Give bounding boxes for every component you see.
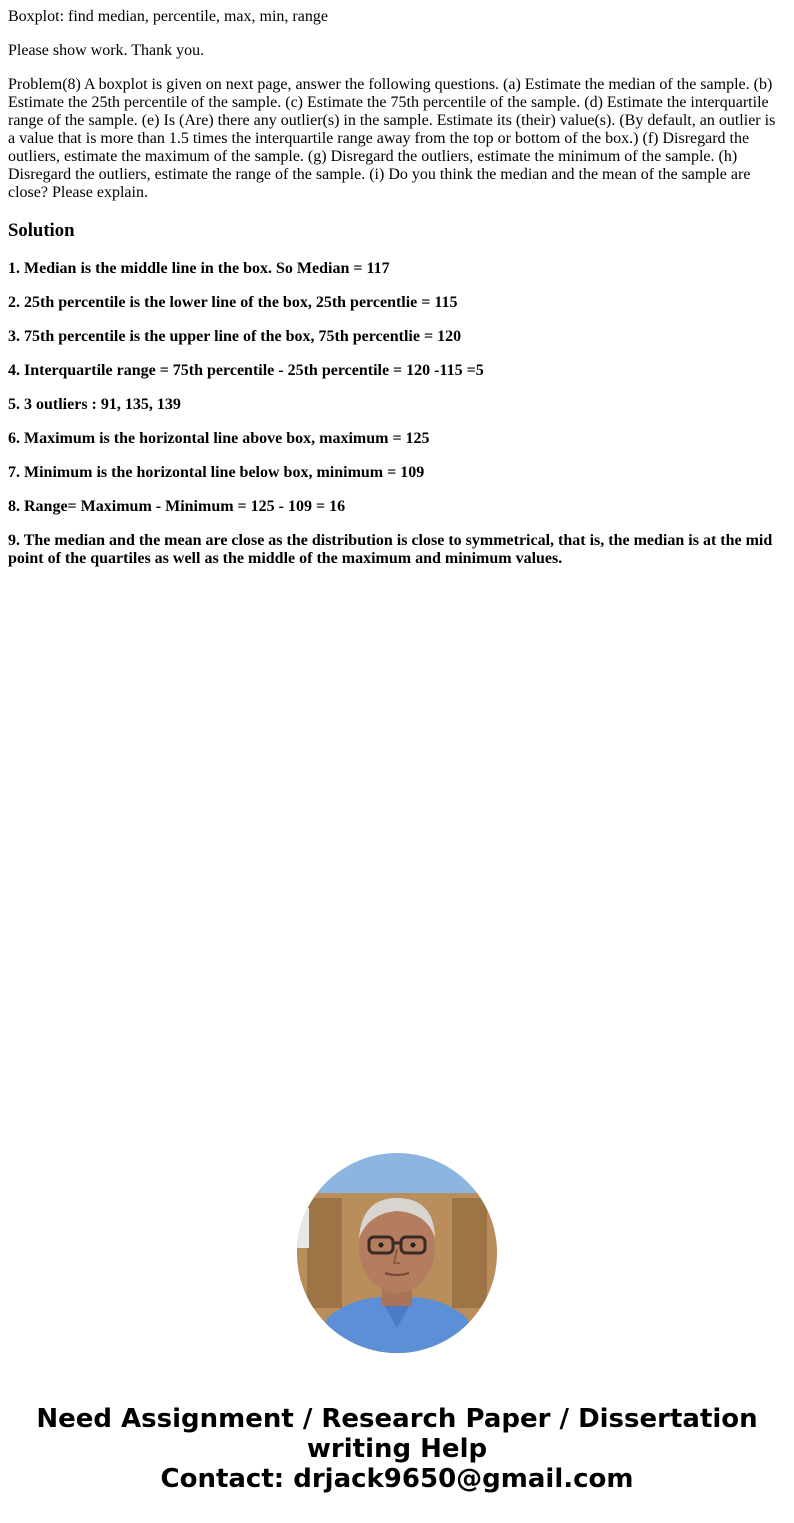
answer-outliers: 5. 3 outliers : 91, 135, 139 [8, 396, 181, 413]
question-title: Boxplot: find median, percentile, max, min, range [8, 8, 328, 25]
document-content [8, 8, 780, 584]
avatar [297, 1153, 497, 1353]
answer-minimum: 7. Minimum is the horizontal line below box, minimum = 109 [8, 464, 425, 481]
answer-median: 1. Median is the middle line in the box. So Median = 117 [8, 260, 390, 277]
question-request: Please show work. Thank you. [8, 42, 205, 59]
solution-heading: Solution [8, 220, 75, 241]
tutor-portrait-icon [297, 1153, 497, 1353]
promo-line-1: Need Assignment / Research Paper / Dissertation [36, 1404, 758, 1434]
answer-75th-percentile: 3. 75th percentile is the upper line of the box, 75th percentlie = 120 [8, 328, 462, 345]
answer-range: 8. Range= Maximum - Minimum = 125 - 109 = 16 [8, 498, 346, 515]
promo-line-2: writing Help [306, 1434, 488, 1464]
promo-banner [0, 1404, 794, 1494]
answer-maximum: 6. Maximum is the horizontal line above box, maximum = 125 [8, 430, 430, 447]
problem-text: Problem(8) A boxplot is given on next page, answer the following questions. (a) Estimate the median of the sample. (b) Estimate the 25th percentile of the sample. (c) Estimate the 75th percentile of the sample. (d) Estimate the interquartile range of the sample. (e) Is (Are) there any outlier(s) in the sample. Estimate its (their) value(s). (By default, an outlier is a value that is more than 1.5 times the interquartile range away from the top or bottom of the box.) (f) Disregard the outliers, estimate the maximum of the sample. (g) Disregard the outliers, estimate the minimum of the sample. (h) Disregard the outliers, estimate the range of the sample. (i) Do you think the median and the mean of the sample are close? Please explain. [8, 76, 776, 201]
answer-25th-percentile: 2. 25th percentile is the lower line of the box, 25th percentlie = 115 [8, 294, 458, 311]
answer-interquartile-range: 4. Interquartile range = 75th percentile - 25th percentile = 120 -115 =5 [8, 362, 484, 379]
promo-contact: Contact: drjack9650@gmail.com [160, 1464, 634, 1494]
answer-median-mean: 9. The median and the mean are close as the distribution is close to symmetrical, that is, the median is at the mid point of the quartiles as well as the middle of the maximum and minimum values. [8, 532, 773, 567]
